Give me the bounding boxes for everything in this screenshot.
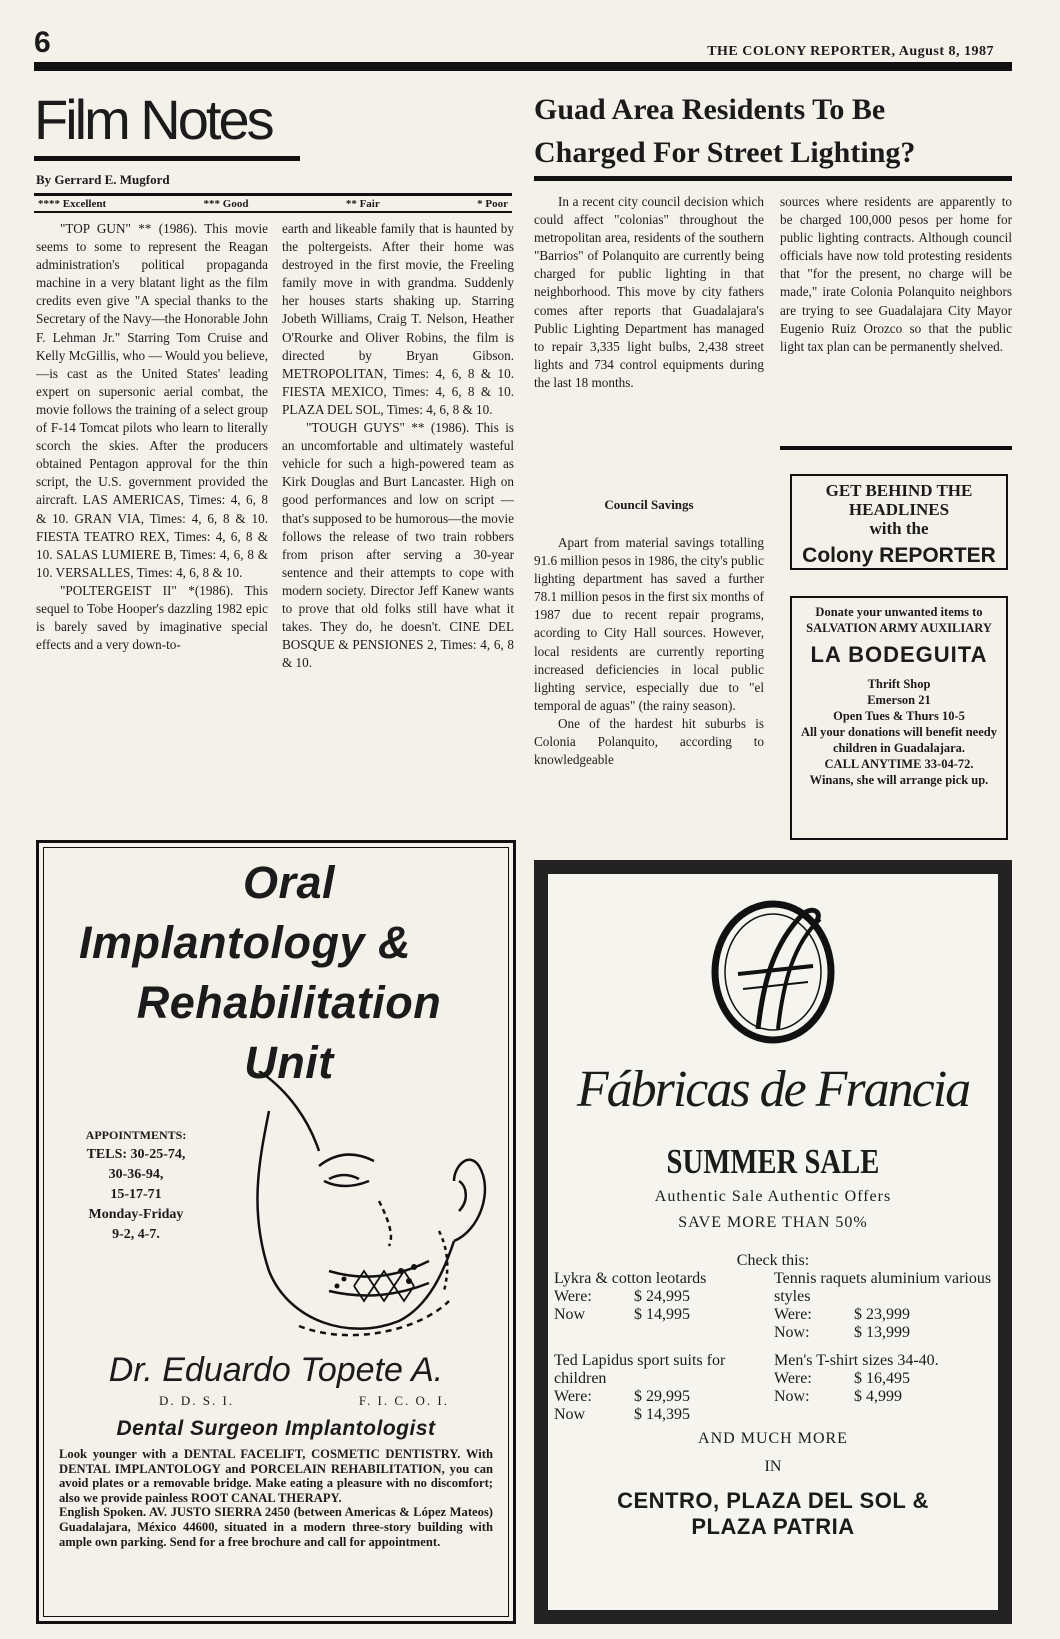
donate-brand: LA BODEGUITA — [810, 642, 988, 667]
oral-title-line-3: Rehabilitation — [136, 977, 442, 1028]
in-label: IN — [764, 1458, 782, 1475]
dental-face-illustration — [229, 1071, 499, 1351]
donate-shop: Thrift Shop — [867, 677, 931, 691]
product-name: Tennis raquets aluminium various styles — [774, 1270, 992, 1305]
were-price: $ 29,995 — [634, 1388, 690, 1405]
were-label: Were: — [774, 1306, 812, 1323]
get-behind-box — [790, 474, 1008, 570]
lighting-para-1: In a recent city council decision which could affect "colonias" throughout the metropolitan area, residents of the southern "Barrios" of Polanquito are currently being charged for public lighting in that neighborhood. This move by city fathers comes after reports that Guadalajara's Public Lighting Department has managed to repair 3,335 light bulbs, 2,438 street lights and 734 control equipments during the last 18 months. — [534, 194, 764, 390]
oral-body-2: English Spoken. AV. JUSTO SIERRA 2450 (between Americas & López Mateos) Guadalajara, México 44600, situated in a modern three-story building with ample own parking. Send for a free brochure and call for appointment. — [59, 1505, 493, 1549]
doctor-role: Dental Surgeon Implantologist — [116, 1417, 436, 1440]
much-more: AND MUCH MORE — [698, 1430, 848, 1447]
lighting-para-4: sources where residents are apparently to be charged 100,000 pesos per home for public lighting contracts. Although council officials have now told protesting residents that "for the present, no charge will be made," irate Colonia Polanquito neighbors are trying to see Guadalajara City Mayor Eugenio Ruiz Orozco so that the public light tax plan can be permanently shelved. — [780, 194, 1012, 354]
fabricas-de-francia-ad — [534, 860, 1012, 1624]
lighting-column-2 — [780, 193, 1012, 441]
credential-1: D. D. S. I. — [159, 1393, 235, 1408]
rating-legend — [34, 193, 512, 213]
check-line: Check this: — [736, 1252, 810, 1269]
oral-body-1: Look younger with a DENTAL FACELIFT, COSMETIC DENTISTRY. With DENTAL IMPLANTOLOGY and PORCELAIN REHABILITATION, you can avoid plates or a removable bridge. Make eating a pleasure with no discomfort; also we provide painless ROOT CANAL THERAPY. — [59, 1447, 493, 1505]
masthead: THE COLONY REPORTER, August 8, 1987 — [707, 44, 994, 59]
get-behind-line2: with the — [869, 519, 929, 538]
now-price: $ 14,995 — [634, 1306, 690, 1323]
oral-appointments — [61, 1125, 211, 1245]
donate-line2: SALVATION ARMY AUXILIARY — [806, 621, 992, 635]
product-t-shirt — [774, 1352, 1004, 1406]
lighting-rule — [534, 176, 1012, 181]
office-hours: 9-2, 4-7. — [112, 1227, 160, 1242]
now-label: Now: — [774, 1388, 810, 1405]
store-locations: CENTRO, PLAZA DEL SOL & PLAZA PATRIA — [617, 1488, 929, 1539]
oral-implantology-ad — [36, 840, 516, 1624]
product-name: Lykra & cotton leotards — [554, 1270, 707, 1287]
doctor-name: Dr. Eduardo Topete A. — [108, 1351, 444, 1389]
now-price: $ 4,999 — [854, 1388, 902, 1405]
donate-note: All your donations will benefit needy children in Guadalajara. — [801, 725, 997, 755]
lighting-column-1b — [534, 534, 764, 834]
were-price: $ 23,999 — [854, 1306, 910, 1323]
donate-hours: Open Tues & Thurs 10-5 — [833, 709, 965, 723]
office-days: Monday-Friday — [88, 1207, 184, 1222]
credential-2: F. I. C. O. I. — [358, 1393, 449, 1408]
ff-monogram-logo — [708, 894, 838, 1044]
lighting-end-rule — [780, 446, 1012, 450]
lighting-para-2: Apart from material savings totalling 91.6 million pesos in 1986, the city's public lighting department has saved a further 78.1 million pesos in the first six months of 1987 due to recent repair programs, acording to City Hall sources. However, local residents are currently reporting increased deficiencies in local public lighting service, especially due to "el temporal de aguas" (the rainy season). — [534, 535, 764, 713]
review-poltergeist-cont: earth and likeable family that is haunted by the poltergeists. After their home was destroyed in the first movie, the Freeling family move in with grandma. Suddenly her houses starts shaking up. Starring Jobeth Williams, Craig T. Nelson, Heather O'Rourke and Oliver Robins, the film is directed by Bryan Gibson. METROPOLITAN, Times: 4, 6, 8 & 10. FIESTA MEXICO, Times: 4, 6, 8 & 10. PLAZA DEL SOL, Times: 4, 6, 8 & 10. — [282, 221, 514, 417]
now-label: Now — [554, 1406, 586, 1423]
sale-subtitle: Authentic Sale Authentic Offers — [654, 1188, 892, 1205]
product-name: Men's T-shirt sizes 34-40. — [774, 1352, 939, 1369]
lighting-column-1 — [534, 193, 764, 479]
oral-title-line-1: Oral — [242, 857, 336, 908]
donate-pickup: Winans, she will arrange pick up. — [809, 773, 989, 787]
rating-poor: * Poor — [477, 197, 508, 210]
sale-headline: SUMMER SALE — [666, 1142, 880, 1181]
film-notes-title: Film Notes — [34, 88, 272, 151]
film-title-rule — [34, 156, 300, 161]
lighting-headline: Guad Area Residents To Be Charged For Street Lighting? — [534, 93, 916, 169]
lighting-subhead: Council Savings — [604, 497, 694, 512]
oral-title-line-4: Unit — [244, 1037, 334, 1088]
now-label: Now — [554, 1306, 586, 1323]
donate-line1: Donate your unwanted items to — [815, 605, 983, 619]
doctor-credentials — [159, 1393, 449, 1409]
film-byline: By Gerrard E. Mugford — [36, 172, 170, 187]
oral-ad-title — [79, 853, 499, 1093]
film-column-2 — [282, 220, 514, 832]
now-label: Now: — [774, 1324, 810, 1341]
were-label: Were: — [554, 1388, 592, 1405]
oral-ad-body — [59, 1447, 493, 1549]
lighting-para-3: One of the hardest hit suburbs is Colonia Polanquito, according to knowledgeable — [534, 715, 764, 768]
product-name: Ted Lapidus sport suits for children — [554, 1352, 726, 1387]
review-top-gun: "TOP GUN" ** (1986). This movie seems to some to represent the Reagan administration's political propaganda machine in a very blatant light as the film credits even give "A special thanks to the Secretary of the Navy—the Honorable John F. Lehman Jr." Starring Tom Cruise and Kelly McGillis, who — Would you believe,—is cast as the United States' leading expert on supersonic aerial combat, the movie follows the training of a select group of F-14 Tomcat pilots who learn to literally scorch the skies. After the producers obtained Pentagon approval for the thin script, the U.S. government provided the aircraft. LAS AMERICAS, Times: 4, 6, 8 & 10. GRAN VIA, Times: 4, 6, 8 & 10. FIESTA TEATRO REX, Times: 4, 6, 8 & 10. SALAS LUMIERE B, Times: 4, 6, 8 & 10. VERSALLES, Times: 4, 6, 8 & 10. — [36, 221, 268, 580]
save-line: SAVE MORE THAN 50% — [678, 1214, 868, 1231]
were-label: Were: — [554, 1288, 592, 1305]
top-rule — [34, 62, 1012, 71]
appointments-label: APPOINTMENTS: — [85, 1128, 187, 1142]
oral-title-line-2: Implantology & — [79, 917, 411, 968]
donate-call: CALL ANYTIME 33-04-72. — [824, 757, 974, 771]
film-column-1 — [36, 220, 268, 832]
product-tennis-raquets — [774, 1270, 1004, 1342]
tel-1: TELS: 30-25-74, — [86, 1147, 186, 1162]
rating-excellent: **** Excellent — [38, 197, 107, 210]
donate-address: Emerson 21 — [867, 693, 931, 707]
review-tough-guys: "TOUGH GUYS" ** (1986). This is an uncomfortable and ultimately wasteful vehicle for such a high-powered team as Kirk Douglas and Burt Lancaster. High on good performances and low on script —that's supposed to be humorous—the movie follows the release of two train robbers from prison after serving a 30-year sentence and their attempts to cope with modern society. Director Jeff Kanew wants to prove that old folks still have what it takes. They do, he doesn't. CINE DEL BOSQUE & PENSIONES 2, Times: 4, 6, 8 & 10. — [282, 420, 514, 671]
now-price: $ 14,395 — [634, 1406, 690, 1423]
tel-2: 30-36-94, — [108, 1167, 164, 1182]
product-leotards — [554, 1270, 774, 1324]
now-price: $ 13,999 — [854, 1324, 910, 1341]
were-price: $ 16,495 — [854, 1370, 910, 1387]
get-behind-paper: Colony REPORTER — [802, 544, 996, 567]
rating-fair: ** Fair — [345, 197, 380, 210]
donate-box — [790, 596, 1008, 840]
were-price: $ 24,995 — [634, 1288, 690, 1305]
get-behind-line1: GET BEHIND THE HEADLINES — [825, 481, 973, 519]
page-number: 6 — [34, 26, 51, 59]
tel-3: 15-17-71 — [110, 1187, 162, 1202]
store-name: Fábricas de Francia — [576, 1061, 970, 1118]
review-poltergeist: "POLTERGEIST II" *(1986). This sequel to Tobe Hooper's dazzling 1982 epic is barely saved by imaginative special effects and a very down-to- — [36, 582, 268, 653]
rating-good: *** Good — [203, 197, 249, 210]
were-label: Were: — [774, 1370, 812, 1387]
product-sport-suits — [554, 1352, 774, 1424]
